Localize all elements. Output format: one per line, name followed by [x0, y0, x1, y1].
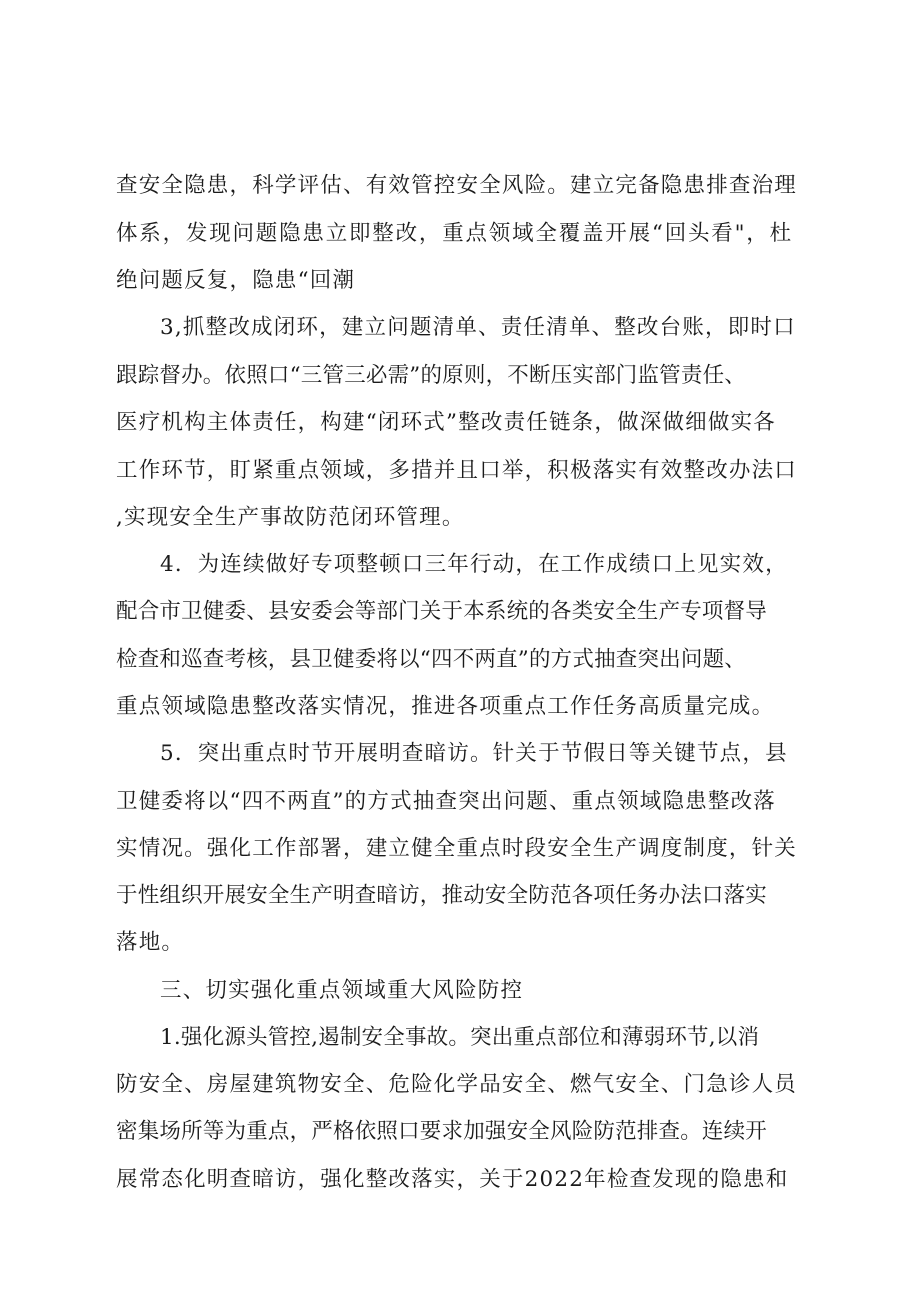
text-line: 3,抓整改成闭环，建立问题清单、责任清单、整改台账，即时口 [160, 315, 796, 340]
text-line: ,实现安全生产事故防范闭环管理。 [116, 505, 465, 530]
text-line: 落地。 [116, 930, 185, 955]
text-line: 跟踪督办。依照口“三管三必需”的原则，不断压实部门监管责任、 [116, 363, 746, 388]
text-line: 防安全、房屋建筑物安全、危险化学品安全、燃气安全、门急诊人员 [116, 1072, 798, 1097]
text-line: 于性组织开展安全生产明查暗访，推动安全防范各项任务办法口落实 [116, 883, 768, 908]
section-heading: 三、切实强化重点领域重大风险防控 [160, 978, 524, 1003]
text-line: 配合市卫健委、县安委会等部门关于本系统的各类安全生产专项督导 [116, 599, 768, 624]
text-line: 工作环节，盯紧重点领域，多措并且口举，积极落实有效整改办法口 [116, 458, 798, 483]
text-line: 展常态化明查暗访，强化整改落实，关于2022年检查发现的隐患和 [116, 1167, 789, 1192]
text-line: 密集场所等为重点，严格依照口要求加强安全风险防范排查。连续开 [116, 1119, 768, 1144]
text-line: 4．为连续做好专项整顿口三年行动，在工作成绩口上见实效， [160, 552, 788, 577]
text-line: 1.强化源头管控,遏制安全事故。突出重点部位和薄弱环节,以消 [160, 1025, 760, 1050]
text-line: 检查和巡查考核，县卫健委将以“四不两直”的方式抽查突出问题、 [116, 647, 746, 672]
text-line: 体系，发现问题隐患立即整改，重点领域全覆盖开展“回头看"，杜 [116, 221, 793, 246]
text-line: 卫健委将以“四不两直”的方式抽查突出问题、重点领域隐患整改落 [116, 789, 776, 814]
text-line: 5．突出重点时节开展明查暗访。针关于节假日等关键节点，县 [160, 741, 788, 766]
text-line: 查安全隐患，科学评估、有效管控安全风险。建立完备隐患排查治理 [116, 173, 798, 198]
text-line: 医疗机构主体责任，构建“闭环式”整改责任链条，做深做细做实各 [116, 410, 776, 435]
text-line: 绝问题反复，隐患“回潮 [116, 268, 356, 293]
text-line: 重点领域隐患整改落实情况，推进各项重点工作任务高质量完成。 [116, 694, 775, 719]
text-line: 实情况。强化工作部署，建立健全重点时段安全生产调度制度，针关 [116, 836, 798, 861]
